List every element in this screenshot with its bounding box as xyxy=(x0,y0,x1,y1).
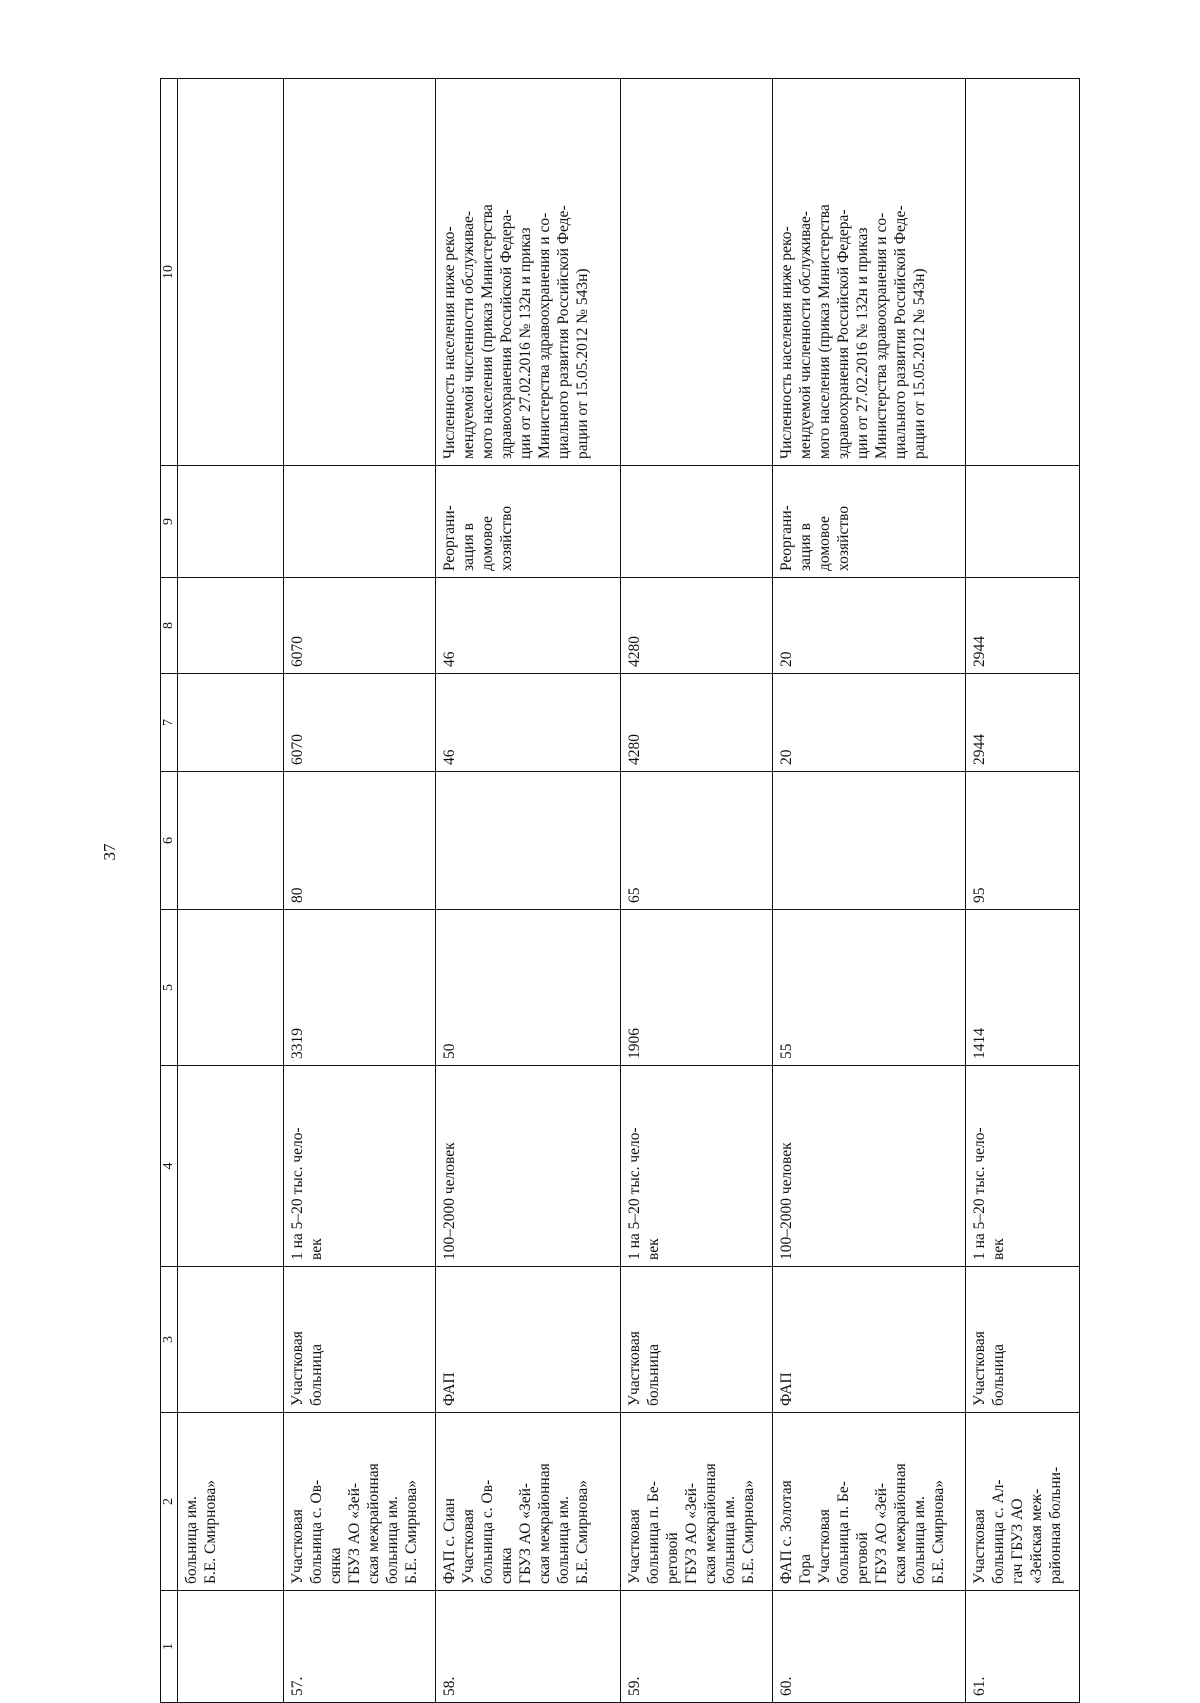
cell-col6 xyxy=(773,772,966,910)
table-row xyxy=(284,79,436,1703)
cell-col9: Реоргани- зация в домовое хозяйство xyxy=(436,466,621,578)
cell-name: больница им. Б.Е. Смирнова» xyxy=(178,1413,284,1591)
cell-col5: 55 xyxy=(773,910,966,1066)
table-row xyxy=(965,79,1079,1703)
cell-type: Участковая больница xyxy=(284,1267,436,1413)
cell-col7 xyxy=(178,674,284,772)
cell-col9 xyxy=(178,466,284,578)
cell-col6 xyxy=(178,772,284,910)
page-number: 37 xyxy=(100,843,119,861)
cell-col6: 80 xyxy=(284,772,436,910)
cell-col8: 6070 xyxy=(284,578,436,674)
cell-col9 xyxy=(965,466,1079,578)
cell-col5: 3319 xyxy=(284,910,436,1066)
cell-norm: 100–2000 человек xyxy=(773,1066,966,1267)
data-table xyxy=(160,78,1080,1703)
cell-num: 61. xyxy=(965,1591,1079,1703)
cell-col8: 46 xyxy=(436,578,621,674)
cell-num: 59. xyxy=(620,1591,772,1703)
cell-col6 xyxy=(436,772,621,910)
cell-name: Участковая больница с. Ов- сянка ГБУЗ АО «Зей- ская межрайонная больница им. Б.Е. Смирнова» xyxy=(284,1413,436,1591)
cell-norm: 100–2000 человек xyxy=(436,1066,621,1267)
cell-name: ФАП с. Сиан Участковая больница с. Ов- сянка ГБУЗ АО «Зей- ская межрайонная больница им. Б.Е. Смирнова» xyxy=(436,1413,621,1591)
cell-col10 xyxy=(620,79,772,466)
cell-type xyxy=(178,1267,284,1413)
cell-col9 xyxy=(284,466,436,578)
cell-col5 xyxy=(178,910,284,1066)
header-row xyxy=(161,79,178,1703)
cell-col8 xyxy=(178,578,284,674)
cell-col5: 1414 xyxy=(965,910,1079,1066)
cell-type: Участковая больница xyxy=(620,1267,772,1413)
cell-norm: 1 на 5–20 тыс. чело- век xyxy=(284,1066,436,1267)
table-row xyxy=(773,79,966,1703)
cell-col7: 6070 xyxy=(284,674,436,772)
cell-col9 xyxy=(620,466,772,578)
header-cell: 10 xyxy=(161,79,178,466)
cell-type: ФАП xyxy=(773,1267,966,1413)
header-cell: 3 xyxy=(161,1267,178,1413)
cell-col9: Реоргани- зация в домовое хозяйство xyxy=(773,466,966,578)
cell-name: Участковая больница с. Ал- гач ГБУЗ АО «Зейская меж- районная больни- xyxy=(965,1413,1079,1591)
cell-col8: 2944 xyxy=(965,578,1079,674)
header-cell: 1 xyxy=(161,1591,178,1703)
cell-norm: 1 на 5–20 тыс. чело- век xyxy=(620,1066,772,1267)
cell-num: 60. xyxy=(773,1591,966,1703)
cell-col10: Численность населения ниже реко- мендуемой численности обслуживае- мого населения (приказ Министерства здравоохранения Российской Федера- ции от 27.02.2016 № 132н и приказ Министерства здравоохранения и со- циального развития Российской Феде- рации от 15.05.2012 № 543н) xyxy=(773,79,966,466)
cell-col10 xyxy=(178,79,284,466)
table-row xyxy=(436,79,621,1703)
cell-col7: 46 xyxy=(436,674,621,772)
header-cell: 8 xyxy=(161,578,178,674)
header-cell: 9 xyxy=(161,466,178,578)
cell-col10: Численность населения ниже реко- мендуемой численности обслуживае- мого населения (приказ Министерства здравоохранения Российской Федера- ции от 27.02.2016 № 132н и приказ Министерства здравоохранения и со- циального развития Российской Феде- рации от 15.05.2012 № 543н) xyxy=(436,79,621,466)
cell-col8: 20 xyxy=(773,578,966,674)
cell-col5: 50 xyxy=(436,910,621,1066)
cell-num xyxy=(178,1591,284,1703)
cell-col5: 1906 xyxy=(620,910,772,1066)
cell-col7: 20 xyxy=(773,674,966,772)
cell-type: ФАП xyxy=(436,1267,621,1413)
table-row xyxy=(620,79,772,1703)
header-cell: 4 xyxy=(161,1066,178,1267)
header-cell: 2 xyxy=(161,1413,178,1591)
cell-col7: 2944 xyxy=(965,674,1079,772)
cell-col10 xyxy=(284,79,436,466)
cell-name: ФАП с. Золотая Гора Участковая больница п. Бе- реговой ГБУЗ АО «Зей- ская межрайонная больница им. Б.Е. Смирнова» xyxy=(773,1413,966,1591)
cell-name: Участковая больница п. Бе- реговой ГБУЗ АО «Зей- ская межрайонная больница им. Б.Е. Смирнова» xyxy=(620,1413,772,1591)
rotated-table-wrapper xyxy=(160,79,1080,1703)
header-cell: 5 xyxy=(161,910,178,1066)
cell-col10 xyxy=(965,79,1079,466)
cell-num: 57. xyxy=(284,1591,436,1703)
cell-col6: 65 xyxy=(620,772,772,910)
header-cell: 6 xyxy=(161,772,178,910)
cell-num: 58. xyxy=(436,1591,621,1703)
table-row xyxy=(178,79,284,1703)
cell-norm: 1 на 5–20 тыс. чело- век xyxy=(965,1066,1079,1267)
document-table-area xyxy=(160,79,1080,1703)
cell-col7: 4280 xyxy=(620,674,772,772)
cell-col6: 95 xyxy=(965,772,1079,910)
cell-norm xyxy=(178,1066,284,1267)
cell-col8: 4280 xyxy=(620,578,772,674)
cell-type: Участковая больница xyxy=(965,1267,1079,1413)
header-cell: 7 xyxy=(161,674,178,772)
